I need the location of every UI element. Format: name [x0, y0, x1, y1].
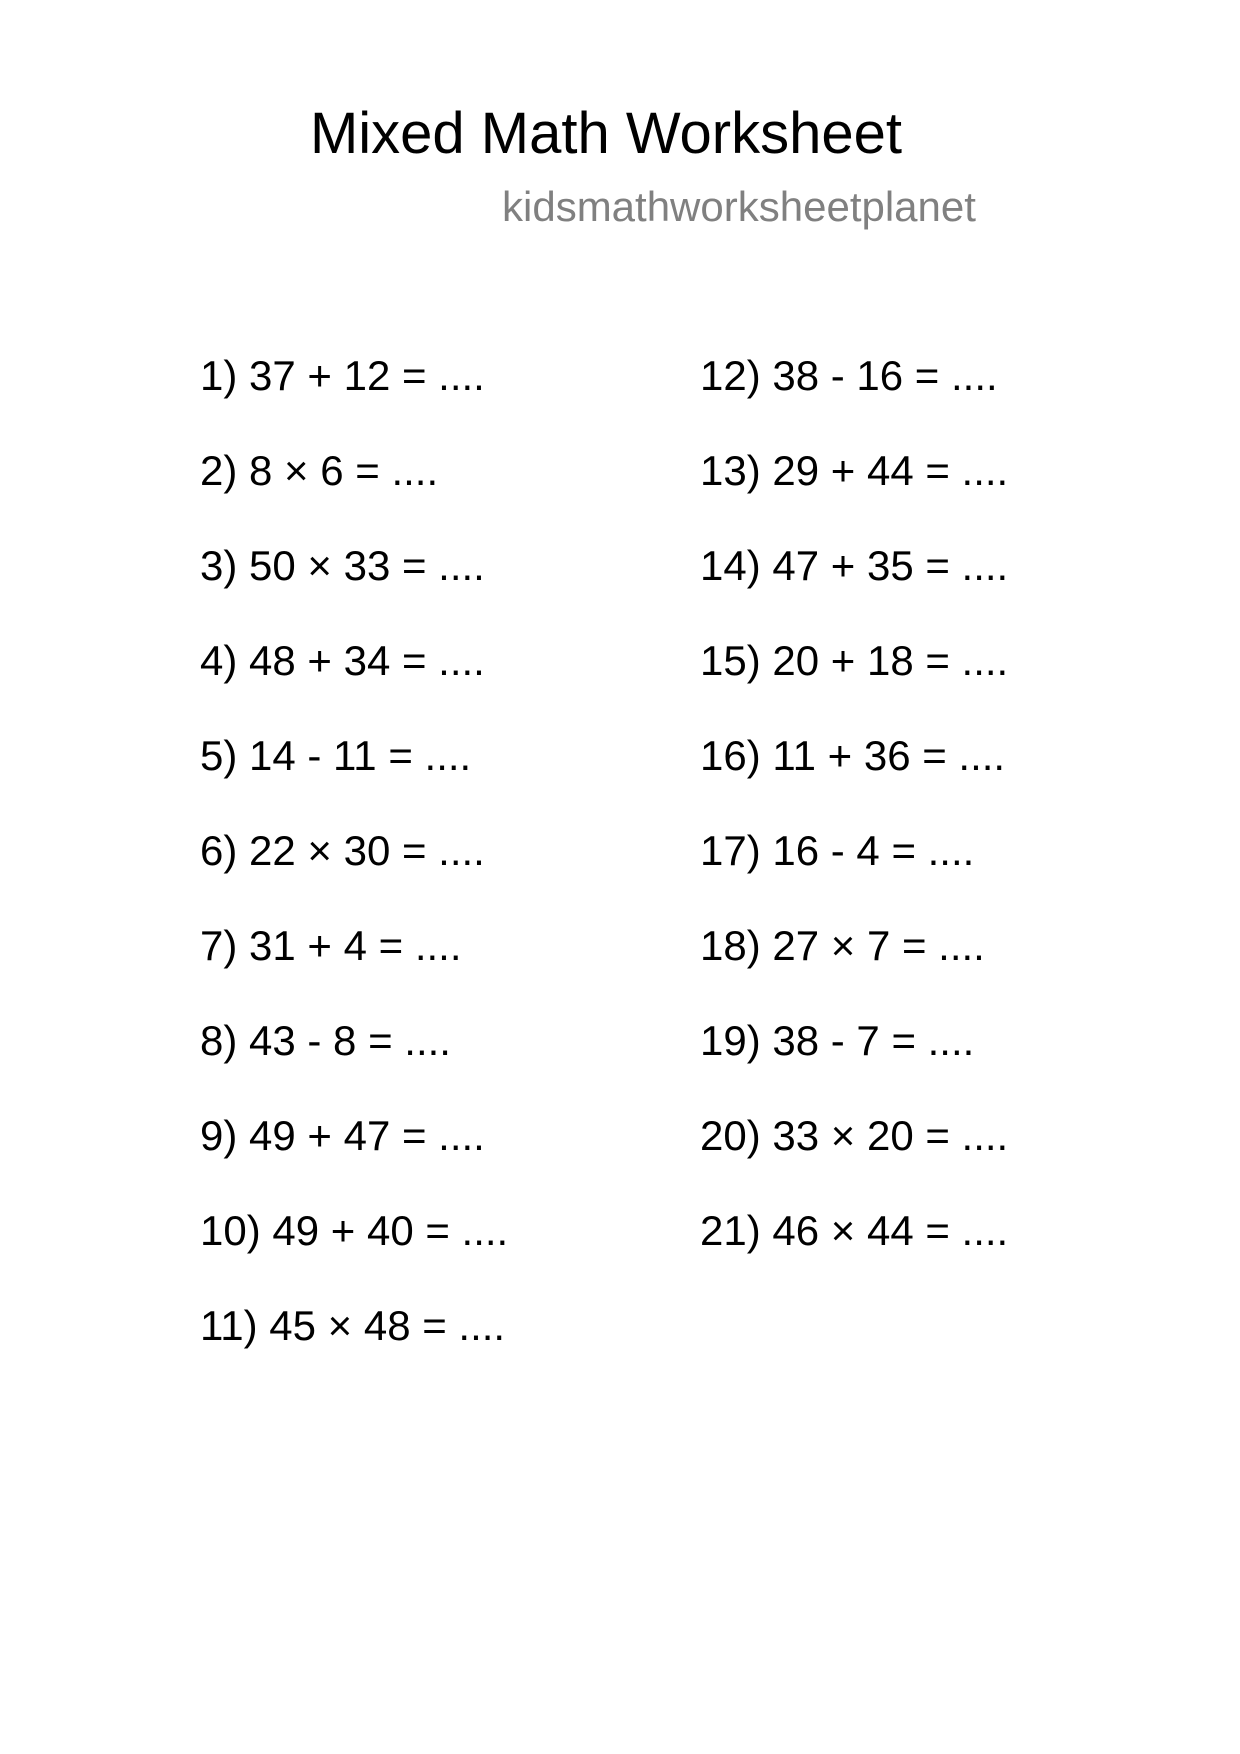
math-problem: 15) 20 + 18 = .... — [700, 637, 1009, 684]
math-problem: 6) 22 × 30 = .... — [200, 827, 485, 874]
math-problem: 3) 50 × 33 = .... — [200, 542, 485, 589]
math-problem: 18) 27 × 7 = .... — [700, 922, 985, 969]
math-problem: 2) 8 × 6 = .... — [200, 447, 439, 494]
page-title — [0, 100, 1240, 168]
problem-column-left — [200, 346, 508, 1391]
math-problem: 7) 31 + 4 = .... — [200, 922, 462, 969]
math-problem: 8) 43 - 8 = .... — [200, 1017, 451, 1064]
math-problem: 20) 33 × 20 = .... — [700, 1112, 1009, 1159]
page-subtitle: kidsmathworksheetplanet — [502, 183, 976, 230]
page-title-text: Mixed Math Worksheet — [309, 101, 903, 166]
math-problem: 14) 47 + 35 = .... — [700, 542, 1009, 589]
math-problem: 10) 49 + 40 = .... — [200, 1207, 509, 1254]
problem-column-right — [700, 346, 1008, 1296]
math-problem: 4) 48 + 34 = .... — [200, 637, 485, 684]
math-problem: 13) 29 + 44 = .... — [700, 447, 1009, 494]
math-problem: 16) 11 + 36 = .... — [700, 732, 1006, 779]
math-problem: 19) 38 - 7 = .... — [700, 1017, 975, 1064]
math-problem: 9) 49 + 47 = .... — [200, 1112, 485, 1159]
math-problem: 21) 46 × 44 = .... — [700, 1207, 1009, 1254]
math-problem: 1) 37 + 12 = .... — [200, 352, 485, 399]
math-problem: 11) 45 × 48 = .... — [200, 1302, 506, 1349]
math-problem: 17) 16 - 4 = .... — [700, 827, 975, 874]
math-problem: 5) 14 - 11 = .... — [200, 732, 472, 779]
math-problem: 12) 38 - 16 = .... — [700, 352, 998, 399]
